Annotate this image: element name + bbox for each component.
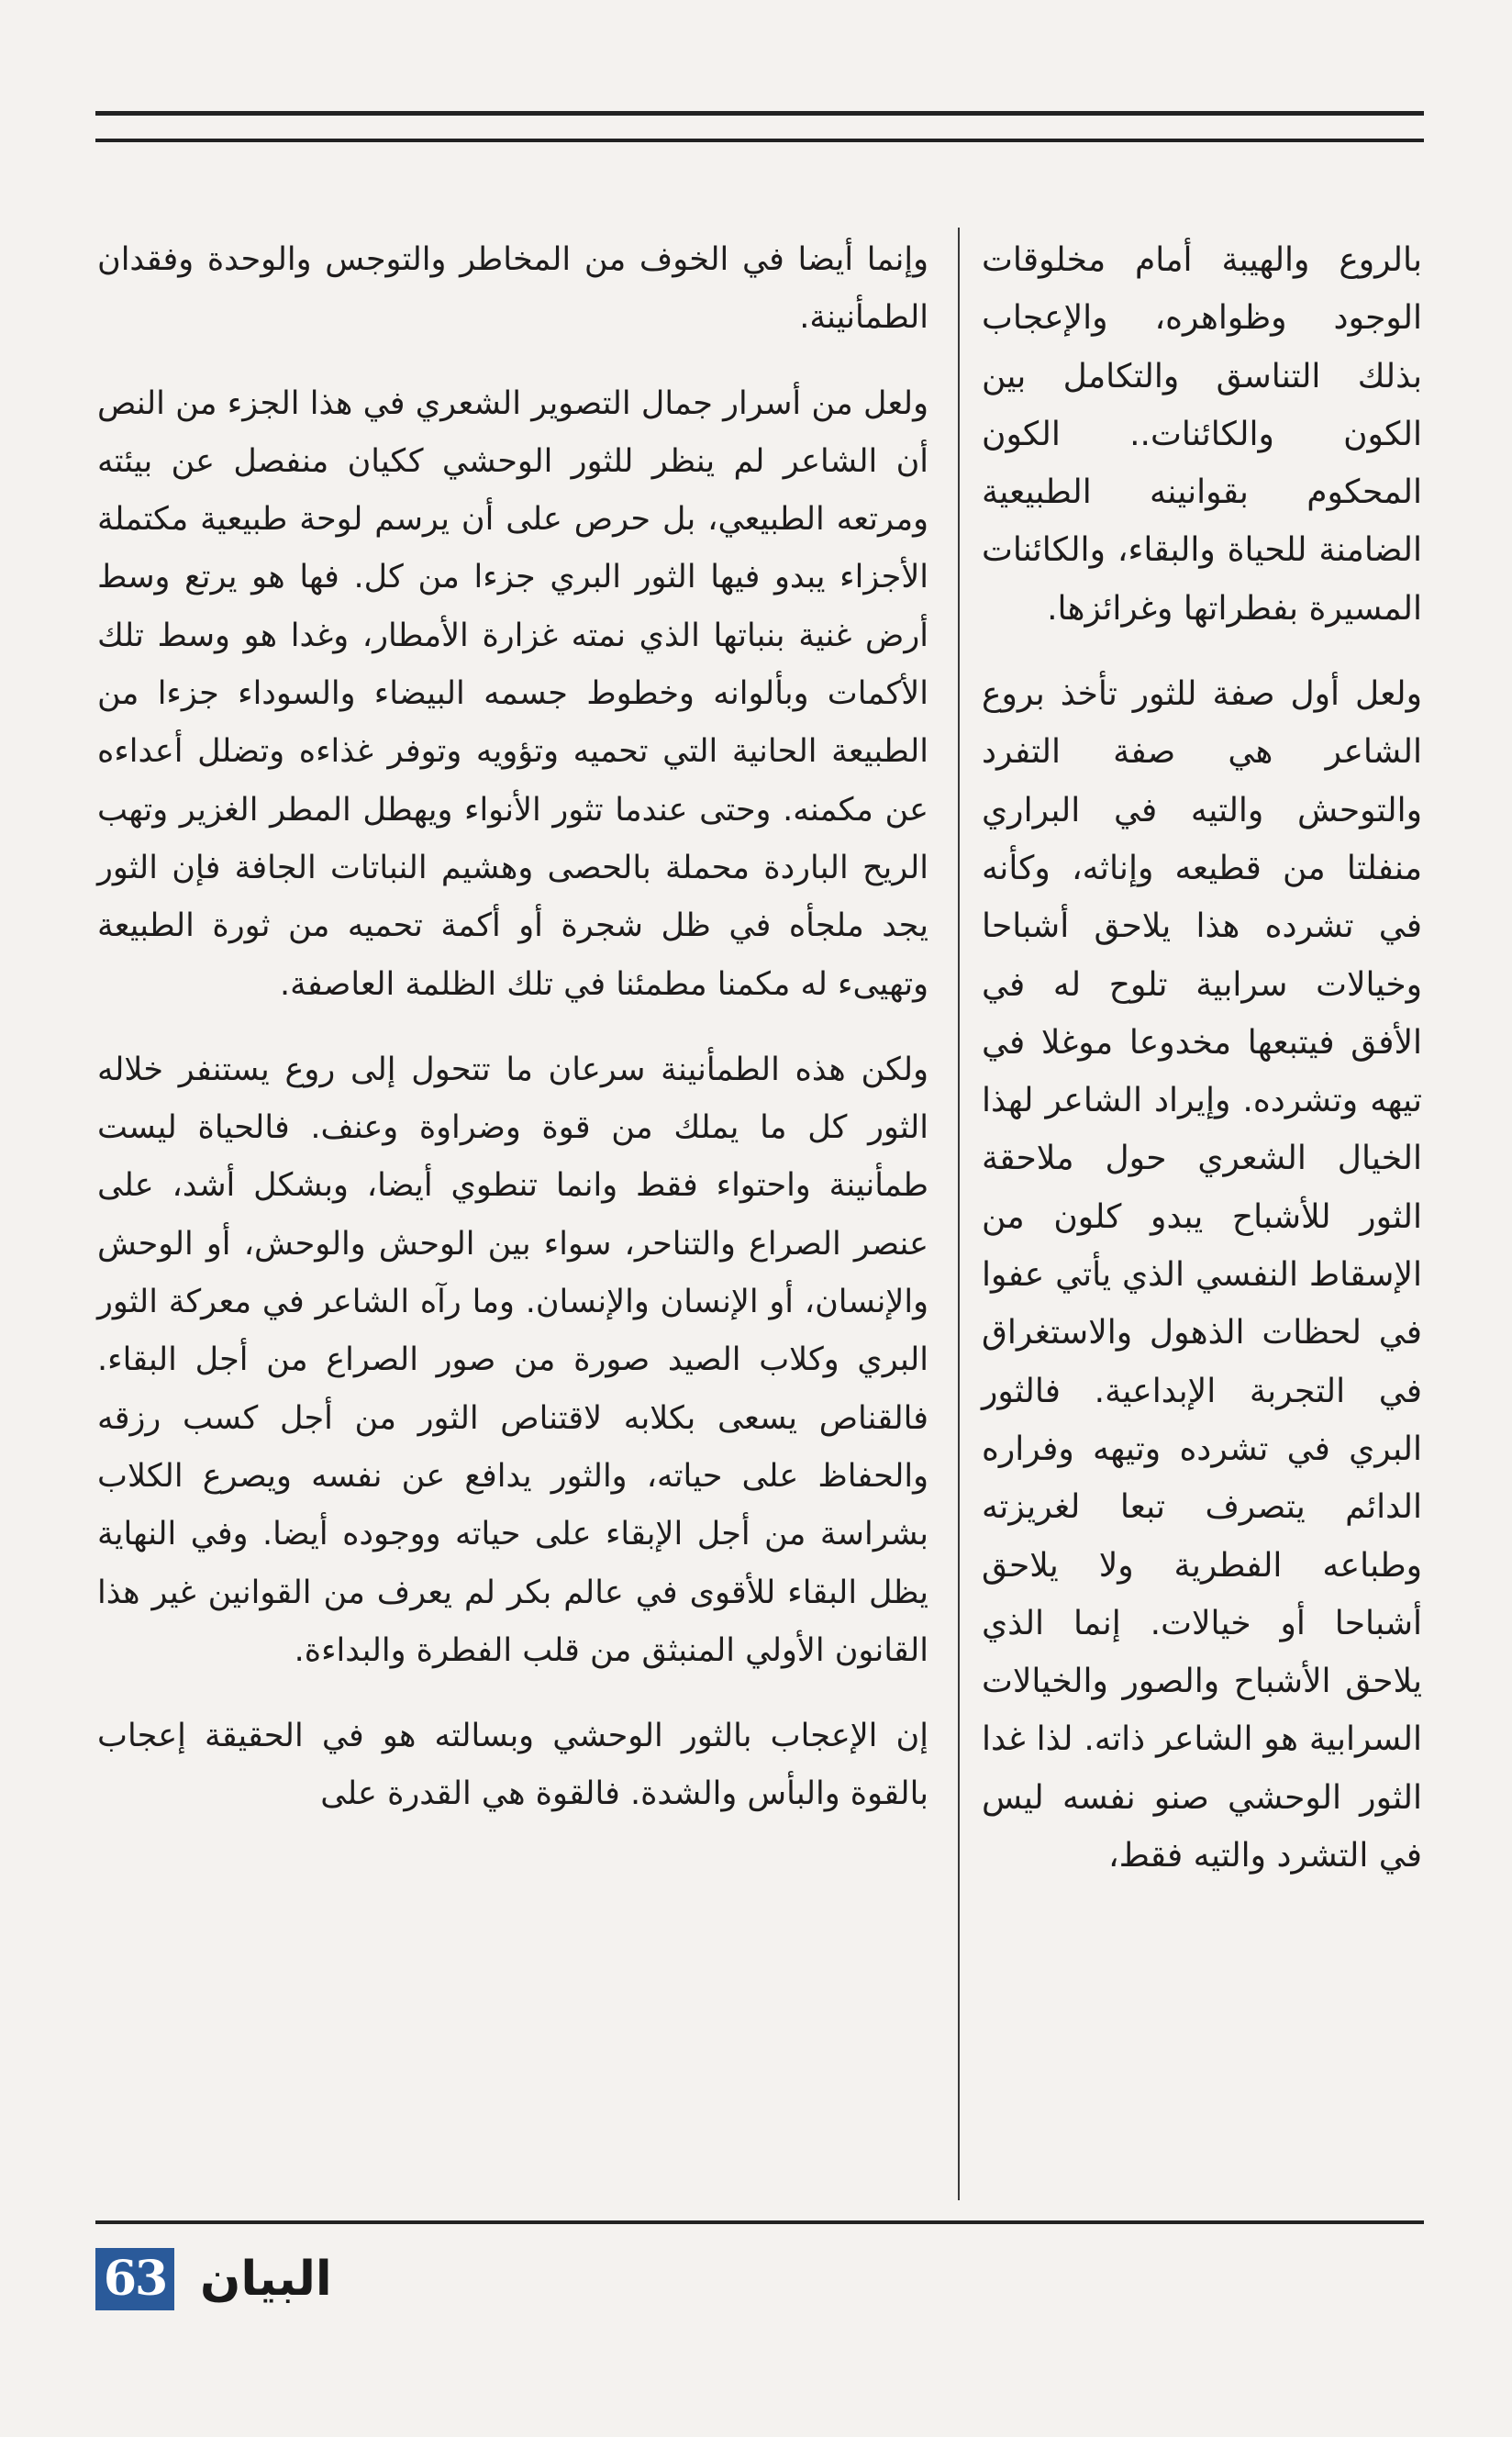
header-rule-thick: [95, 111, 1424, 116]
column-divider: [958, 228, 960, 2200]
magazine-name: البيان: [200, 2252, 332, 2307]
paragraph: ولعل أول صفة للثور تأخذ بروع الشاعر هي صفة التفرد والتوحش والتيه في البراري منفلتا من قطيعه وإناثه، وكأنه في تشرده هذا يلاحق أشباحا وخيالات سرابية تلوح له في الأفق فيتبعها مخدوعا موغلا في تيهه وتشرده. وإيراد الشاعر لهذا الخيال الشعري حول ملاحقة الثور للأشباح يبدو كلون من الإسقاط النفسي الذي يأتي عفوا في لحظات الذهول والاستغراق في التجربة الإبداعية. فالثور البري في تشرده وتيهه وفراره الدائم يتصرف تبعا لغريزته وطباعه الفطرية ولا يلاحق أشباحا أو خيالات. إنما الذي يلاحق الأشباح والصور والخيالات السرابية هو الشاعر ذاته. لذا غدا الثور الوحشي صنو نفسه ليس في التشرد والتيه فقط،: [982, 675, 1422, 1875]
paragraph: ولكن هذه الطمأنينة سرعان ما تتحول إلى روع يستنفر خلاله الثور كل ما يملك من قوة وضراوة وعنف. فالحياة ليست طمأنينة واحتواء فقط وانما تنطوي أيضا، وبشكل أشد، على عنصر الصراع والتناحر، سواء بين الوحش والوحش، أو الوحش والإنسان، أو الإنسان والإنسان. وما رآه الشاعر في معركة الثور البري وكلاب الصيد صورة من صور الصراع من أجل البقاء. فالقناص يسعى بكلابه لاقتناص الثور من أجل كسب رزقه والحفاظ على حياته، والثور يدافع عن نفسه ويصرع الكلاب بشراسة من أجل الإبقاء على حياته ووجوده أيضا. وفي النهاية يظل البقاء للأقوى في عالم بكر لم يعرف من القوانين غير هذا القانون الأولي المنبثق من قلب الفطرة والبداءة.: [97, 1051, 928, 1669]
footer-rule: [95, 2220, 1424, 2224]
header-rule-thin: [95, 139, 1424, 142]
paragraph: بالروع والهيبة أمام مخلوقات الوجود وظواهره، والإعجاب بذلك التناسق والتكامل بين الكون والكائنات.. الكون المحكوم بقوانينه الطبيعية الضامنة للحياة والبقاء، والكائنات المسيرة بفطراتها وغرائزها.: [982, 241, 1422, 628]
left-text-column: [97, 231, 928, 1824]
page-number: 63: [95, 2248, 174, 2310]
paragraph: ولعل من أسرار جمال التصوير الشعري في هذا الجزء من النص أن الشاعر لم ينظر للثور الوحشي ككيان منفصل عن بيئته ومرتعه الطبيعي، بل حرص على أن يرسم لوحة طبيعية مكتملة الأجزاء يبدو فيها الثور البري جزءا من كل. فها هو يرتع وسط أرض غنية بنباتها الذي نمته غزارة الأمطار، وغدا هو وسط تلك الأكمات وبألوانه وخطوط جسمه البيضاء والسوداء جزءا من الطبيعة الحانية التي تحميه وتؤويه وتوفر غذاءه وتضلل أعداءه عن مكمنه. وحتى عندما تثور الأنواء ويهطل المطر الغزير وتهب الريح الباردة محملة بالحصى وهشيم النباتات الجافة فإن الثور يجد ملجأه في ظل شجرة أو أكمة تحميه من ثورة الطبيعة وتهيىء له مكمنا مطمئنا في تلك الظلمة العاصفة.: [97, 384, 928, 1003]
paragraph: وإنما أيضا في الخوف من المخاطر والتوجس والوحدة وفقدان الطمأنينة.: [97, 241, 928, 337]
page-footer: [95, 2242, 332, 2316]
paragraph: إن الإعجاب بالثور الوحشي وبسالته هو في الحقيقة إعجاب بالقوة والبأس والشدة. فالقوة هي القدرة على: [97, 1718, 928, 1813]
right-text-column: [982, 231, 1422, 1885]
